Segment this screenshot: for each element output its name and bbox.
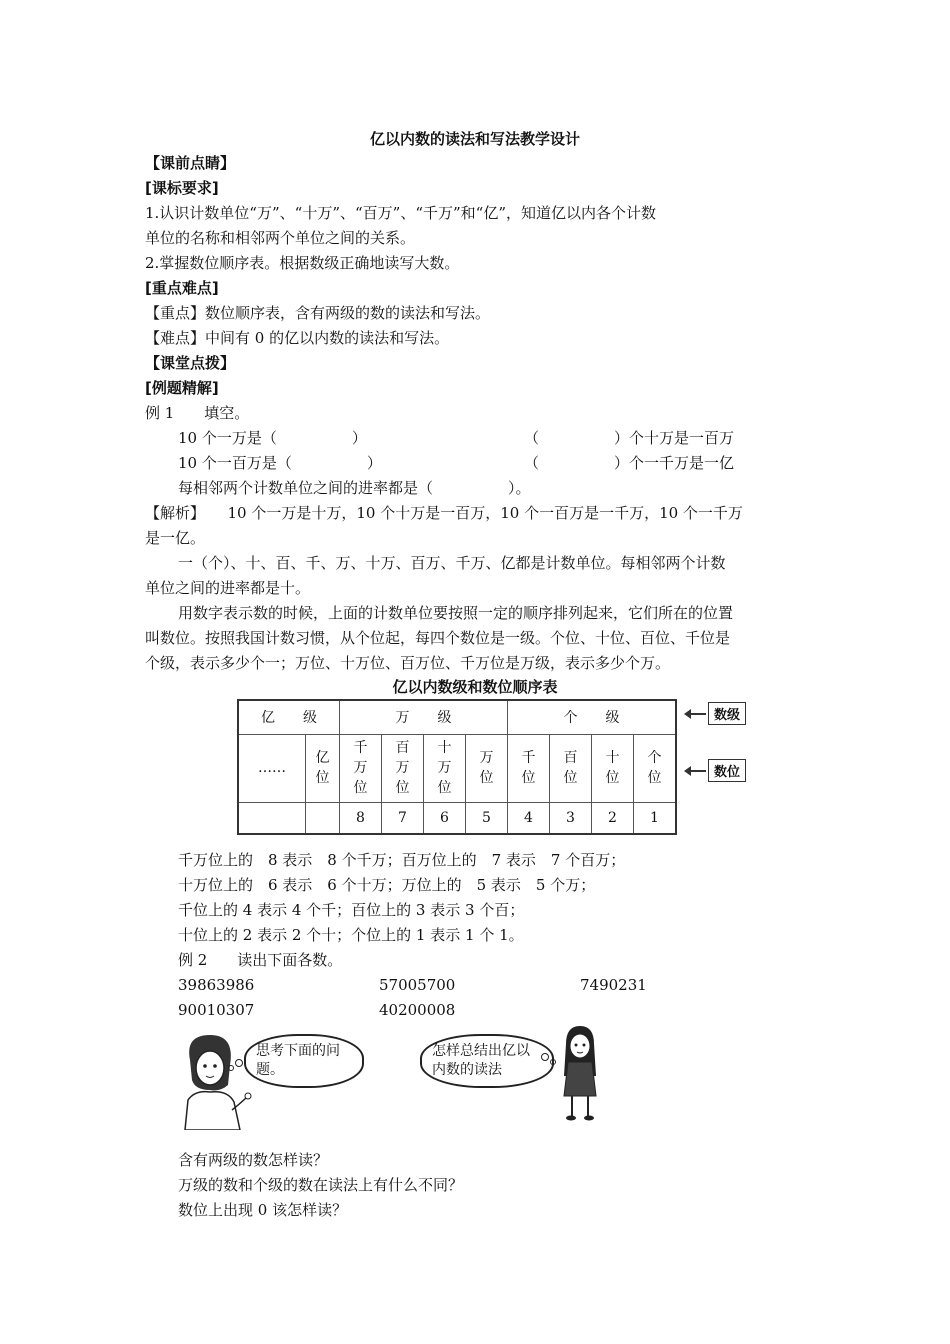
fill-blank-2b: （ ）个一千万是一亿 bbox=[524, 454, 735, 472]
place-dots: …… bbox=[238, 734, 306, 802]
digit-cell: 2 bbox=[592, 802, 634, 834]
thought-bubble-girl: 怎样总结出亿以内数的读法 bbox=[420, 1034, 554, 1088]
digit-cell: 8 bbox=[340, 802, 382, 834]
meaning-line-4: 十位上的 2 表示 2 个十；个位上的 1 表示 1 个 1。 bbox=[178, 926, 524, 944]
paragraph-units-1: 一（个）、十、百、千、万、十万、百万、千万、亿都是计数单位。每相邻两个计数 bbox=[178, 554, 726, 572]
requirement-1: 1.认识计数单位“万”、“十万”、“百万”、“千万”和“亿”，知道亿以内各个计数 bbox=[145, 204, 656, 222]
question-1: 含有两级的数怎样读？ bbox=[178, 1151, 329, 1169]
digit-cell: 4 bbox=[508, 802, 550, 834]
place-bai: 百 位 bbox=[550, 734, 592, 802]
meaning-line-3: 千位上的 4 表示 4 个千；百位上的 3 表示 3 个百； bbox=[178, 901, 525, 919]
girl-illustration bbox=[556, 1024, 604, 1124]
place-baiwan: 百 万 位 bbox=[382, 734, 424, 802]
digit-cell: 7 bbox=[382, 802, 424, 834]
example-2-heading: 例 2 读出下面各数。 bbox=[178, 951, 343, 969]
place-ge: 个 位 bbox=[634, 734, 677, 802]
section-heading-standards: [课标要求] bbox=[145, 179, 219, 197]
tag-place: 数位 bbox=[708, 759, 746, 782]
section-heading-class: 【课堂点拨】 bbox=[145, 354, 236, 372]
number-item: 39863986 bbox=[178, 976, 255, 994]
level-ge: 个 级 bbox=[508, 700, 677, 734]
meaning-line-1: 千万位上的 8 表示 8 个千万；百万位上的 7 表示 7 个百万； bbox=[178, 851, 626, 869]
table-title: 亿以内数级和数位顺序表 bbox=[392, 678, 558, 696]
arrow-left-icon bbox=[690, 713, 706, 715]
meaning-line-2: 十万位上的 6 表示 6 个十万；万位上的 5 表示 5 个万； bbox=[178, 876, 596, 894]
paragraph-places-2: 叫数位。按照我国计数习惯，从个位起，每四个数位是一级。个位、十位、百位、千位是 bbox=[145, 629, 731, 647]
place-yi: 亿 位 bbox=[306, 734, 340, 802]
key-point: 【重点】数位顺序表，含有两级的数的读法和写法。 bbox=[145, 304, 491, 322]
number-item: 90010307 bbox=[178, 1001, 255, 1019]
analysis-line-2: 是一亿。 bbox=[145, 529, 206, 547]
requirement-1-cont: 单位的名称和相邻两个单位之间的关系。 bbox=[145, 229, 416, 247]
digit-empty-2 bbox=[306, 802, 340, 834]
level-wan: 万 级 bbox=[340, 700, 508, 734]
digit-empty-1 bbox=[238, 802, 306, 834]
page-title: 亿以内数的读法和写法教学设计 bbox=[369, 130, 580, 148]
number-item: 40200008 bbox=[379, 1001, 456, 1019]
fill-blank-2a: 10 个一百万是（ ） bbox=[178, 454, 382, 472]
paragraph-places-1: 用数字表示数的时候，上面的计数单位要按照一定的顺序排列起来，它们所在的位置 bbox=[178, 604, 734, 622]
paragraph-units-2: 单位之间的进率都是十。 bbox=[145, 579, 311, 597]
digit-cell: 1 bbox=[634, 802, 677, 834]
analysis-line-1: 【解析】 10 个一万是十万，10 个十万是一百万，10 个一百万是一千万，10 个一千万 bbox=[145, 504, 743, 522]
tag-level: 数级 bbox=[708, 702, 746, 725]
level-yi: 亿 级 bbox=[238, 700, 340, 734]
thought-dots-icon bbox=[228, 1058, 244, 1072]
fill-blank-1b: （ ）个十万是一百万 bbox=[524, 429, 735, 447]
thought-bubble-teacher: 思考下面的问题。 bbox=[244, 1034, 364, 1088]
place-qian: 千 位 bbox=[508, 734, 550, 802]
fill-blank-1a: 10 个一万是（ ） bbox=[178, 429, 367, 447]
place-shiwan: 十 万 位 bbox=[424, 734, 466, 802]
arrow-left-icon bbox=[690, 770, 706, 772]
place-shi: 十 位 bbox=[592, 734, 634, 802]
example-1-heading: 例 1 填空。 bbox=[145, 404, 250, 422]
question-3: 数位上出现 0 该怎样读？ bbox=[178, 1201, 348, 1219]
thought-dots-icon bbox=[540, 1052, 556, 1066]
requirement-2: 2.掌握数位顺序表。根据数级正确地读写大数。 bbox=[145, 254, 460, 272]
section-heading-preview: 【课前点睛】 bbox=[145, 154, 236, 172]
fill-blank-3: 每相邻两个计数单位之间的进率都是（ ）。 bbox=[178, 479, 531, 497]
digit-cell: 6 bbox=[424, 802, 466, 834]
teacher-illustration bbox=[170, 1030, 260, 1130]
section-heading-examples: [例题精解] bbox=[145, 379, 219, 397]
section-heading-keypoints: [重点难点] bbox=[145, 279, 219, 297]
place-qianwan: 千 万 位 bbox=[340, 734, 382, 802]
digit-cell: 3 bbox=[550, 802, 592, 834]
number-item: 57005700 bbox=[379, 976, 456, 994]
place-value-table bbox=[237, 699, 677, 835]
paragraph-places-3: 个级，表示多少个一；万位、十万位、百万位、千万位是万级，表示多少个万。 bbox=[145, 654, 671, 672]
digit-cell: 5 bbox=[466, 802, 508, 834]
question-2: 万级的数和个级的数在读法上有什么不同？ bbox=[178, 1176, 464, 1194]
number-item: 7490231 bbox=[580, 976, 647, 994]
place-wan: 万 位 bbox=[466, 734, 508, 802]
difficult-point: 【难点】中间有 0 的亿以内数的读法和写法。 bbox=[145, 329, 450, 347]
